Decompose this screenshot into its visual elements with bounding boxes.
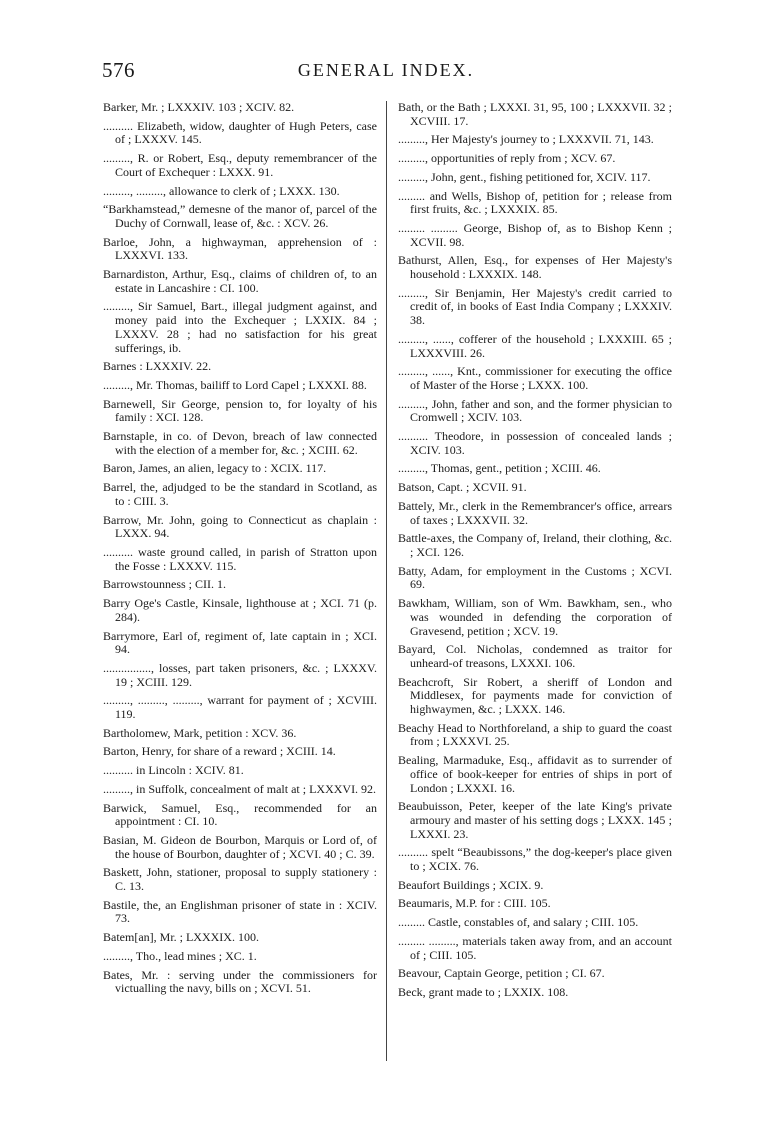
index-entry: Bartholomew, Mark, petition : XCV. 36. bbox=[103, 725, 297, 740]
index-entry: Beaufort Buildings ; XCIX. 9. bbox=[398, 877, 544, 892]
left-column bbox=[103, 101, 377, 1001]
page-number: 576 bbox=[102, 58, 135, 82]
index-entry: ........., in Suffolk, concealment of malt at ; LXXXVI. 92. bbox=[103, 781, 377, 796]
index-entry: Beaubuisson, Peter, keeper of the late King's private armoury and master of his setting dogs ; LXXX. 145 ; LXXXI. 23. bbox=[398, 799, 672, 841]
index-entry: Bath, or the Bath ; LXXXI. 31, 95, 100 ; LXXXVII. 32 ; XCVIII. 17. bbox=[398, 100, 672, 128]
index-entry: ........., ......, cofferer of the household ; LXXXIII. 65 ; LXXXVIII. 26. bbox=[398, 331, 672, 360]
index-entry: Bealing, Marmaduke, Esq., affidavit as to surrender of office of book-keeper for entries of ships in port of London ; LXXXI. 16. bbox=[398, 753, 672, 795]
index-entry: .......... Elizabeth, widow, daughter of Hugh Peters, case of ; LXXXV. 145. bbox=[103, 118, 377, 147]
index-entry: ........., Sir Samuel, Bart., illegal judgment against, and money paid into the Exchequer ; LXXIX. 84 ; LXXXV. 28 ; had no satisfaction for his great sufferings, ib. bbox=[103, 299, 377, 355]
index-entry: ......... and Wells, Bishop of, petition for ; release from first fruits, &c. ; LXXXIX. 85. bbox=[398, 188, 672, 217]
index-entry: Barnardiston, Arthur, Esq., claims of children of, to an estate in Lancashire : CI. 100. bbox=[103, 267, 377, 295]
index-entry: Baskett, John, stationer, proposal to supply stationery : C. 13. bbox=[103, 865, 377, 894]
index-entry: Barrymore, Earl of, regiment of, late captain in ; XCI. 94. bbox=[103, 628, 377, 657]
index-entry: ........., Thomas, gent., petition ; XCIII. 46. bbox=[398, 461, 601, 476]
index-entry: .......... spelt “Beaubissons,” the dog-keeper's place given to ; XCIX. 76. bbox=[398, 845, 672, 874]
index-entry: ......... ......... George, Bishop of, as to Bishop Kenn ; XCVII. 98. bbox=[398, 220, 672, 249]
index-entry: ........., Sir Benjamin, Her Majesty's credit carried to credit of, in books of East India Company ; LXXXIV. 38. bbox=[398, 285, 672, 328]
index-entry: ........., ......, Knt., commissioner for executing the office of Master of the Horse ; LXXX. 100. bbox=[398, 364, 672, 392]
index-entry: Barnewell, Sir George, pension to, for loyalty of his family : XCI. 128. bbox=[103, 396, 377, 425]
index-entry: ......... ........., materials taken away from, and an account of ; CIII. 105. bbox=[398, 933, 672, 962]
index-entry: Batem[an], Mr. ; LXXXIX. 100. bbox=[103, 930, 259, 945]
index-entry: ........., ........., allowance to clerk of ; LXXX. 130. bbox=[103, 183, 340, 198]
index-entry: ........., Her Majesty's journey to ; LXXXVII. 71, 143. bbox=[398, 132, 654, 147]
index-entry: ........., R. or Robert, Esq., deputy remembrancer of the Court of Exchequer : LXXX. 91. bbox=[103, 151, 377, 179]
index-entry: Barton, Henry, for share of a reward ; XCIII. 14. bbox=[103, 744, 336, 759]
index-entry: Barnstaple, in co. of Devon, breach of law connected with the election of a member for, &c. ; XCIII. 62. bbox=[103, 429, 377, 457]
index-entry: Barwick, Samuel, Esq., recommended for an appointment : CI. 10. bbox=[103, 800, 377, 829]
index-entry: Beaumaris, M.P. for : CIII. 105. bbox=[398, 896, 551, 911]
index-entry: ........., John, gent., fishing petitioned for, XCIV. 117. bbox=[398, 169, 651, 184]
index-entry: .......... Theodore, in possession of concealed lands ; XCIV. 103. bbox=[398, 429, 672, 457]
index-entry: Barrowstounness ; CII. 1. bbox=[103, 577, 226, 592]
index-entry: Bathurst, Allen, Esq., for expenses of Her Majesty's household : LXXXIX. 148. bbox=[398, 253, 672, 282]
page-title: GENERAL INDEX. bbox=[297, 60, 475, 80]
index-entry: Bayard, Col. Nicholas, condemned as traitor for unheard-of treasons, LXXXI. 106. bbox=[398, 642, 672, 670]
index-entry: Barker, Mr. ; LXXXIV. 103 ; XCIV. 82. bbox=[103, 100, 295, 114]
index-entry: Bates, Mr. : serving under the commissioners for victualling the navy, bills on ; XCVI. 51. bbox=[103, 967, 377, 996]
index-entry: .......... in Lincoln : XCIV. 81. bbox=[103, 763, 244, 778]
index-entry: Barnes : LXXXIV. 22. bbox=[103, 359, 212, 374]
index-entry: Battely, Mr., clerk in the Remembrancer's office, arrears of taxes ; LXXXVII. 32. bbox=[398, 498, 672, 527]
index-entry: Basian, M. Gideon de Bourbon, Marquis or Lord of, of the house of Bourbon, daughter of ; XCVI. 40 ; C. 39. bbox=[103, 832, 377, 861]
index-entry: ........., Mr. Thomas, bailiff to Lord Capel ; LXXXI. 88. bbox=[103, 377, 367, 392]
index-entry: Bastile, the, an Englishman prisoner of state in : XCIV. 73. bbox=[103, 897, 377, 926]
index-entry: Barry Oge's Castle, Kinsale, lighthouse at ; XCI. 71 (p. 284). bbox=[103, 596, 377, 624]
index-entry: Batty, Adam, for employment in the Customs ; XCVI. 69. bbox=[398, 563, 672, 592]
index-entry: ......... Castle, constables of, and salary ; CIII. 105. bbox=[398, 915, 639, 930]
index-entry: Beavour, Captain George, petition ; CI. 67. bbox=[398, 966, 605, 981]
index-entry: ................, losses, part taken prisoners, &c. ; LXXXV. 19 ; XCIII. 129. bbox=[103, 660, 377, 689]
index-entry: Beachcroft, Sir Robert, a sheriff of London and Middlesex, for payments made for conviction of highwaymen, &c. ; LXXX. 146. bbox=[398, 674, 672, 717]
index-entry: ........., ........., ........., warrant for payment of ; XCVIII. 119. bbox=[103, 693, 377, 722]
right-column bbox=[398, 101, 672, 1005]
index-entry: Battle-axes, the Company of, Ireland, their clothing, &c. ; XCI. 126. bbox=[398, 531, 672, 559]
index-entry: ........., opportunities of reply from ; XCV. 67. bbox=[398, 151, 616, 166]
page-header bbox=[102, 58, 670, 88]
index-entry: Beachy Head to Northforeland, a ship to guard the coast from ; LXXXVI. 25. bbox=[398, 720, 672, 749]
index-entry: .......... waste ground called, in parish of Stratton upon the Fosse : LXXXV. 115. bbox=[103, 544, 377, 573]
index-entry: Barrow, Mr. John, going to Connecticut as chaplain : LXXX. 94. bbox=[103, 512, 377, 541]
column-divider bbox=[386, 101, 387, 1061]
index-entry: Baron, James, an alien, legacy to : XCIX. 117. bbox=[103, 461, 327, 476]
index-entry: Beck, grant made to ; LXXIX. 108. bbox=[398, 984, 569, 999]
index-entry: Batson, Capt. ; XCVII. 91. bbox=[398, 480, 527, 495]
index-entry: ........., John, father and son, and the former physician to Cromwell ; XCIV. 103. bbox=[398, 396, 672, 425]
index-entry: Bawkham, William, son of Wm. Bawkham, sen., who was wounded in defending the corporation of Gravesend, petition ; XCV. 19. bbox=[398, 596, 672, 638]
index-entry: Barloe, John, a highwayman, apprehension of : LXXXVI. 133. bbox=[103, 234, 377, 263]
index-entry: ........., Tho., lead mines ; XC. 1. bbox=[103, 948, 257, 963]
index-entry: “Barkhamstead,” demesne of the manor of, parcel of the Duchy of Cornwall, lease of, &c. : XCV. 26. bbox=[103, 202, 377, 230]
index-entry: Barrel, the, adjudged to be the standard in Scotland, as to : CIII. 3. bbox=[103, 480, 377, 508]
